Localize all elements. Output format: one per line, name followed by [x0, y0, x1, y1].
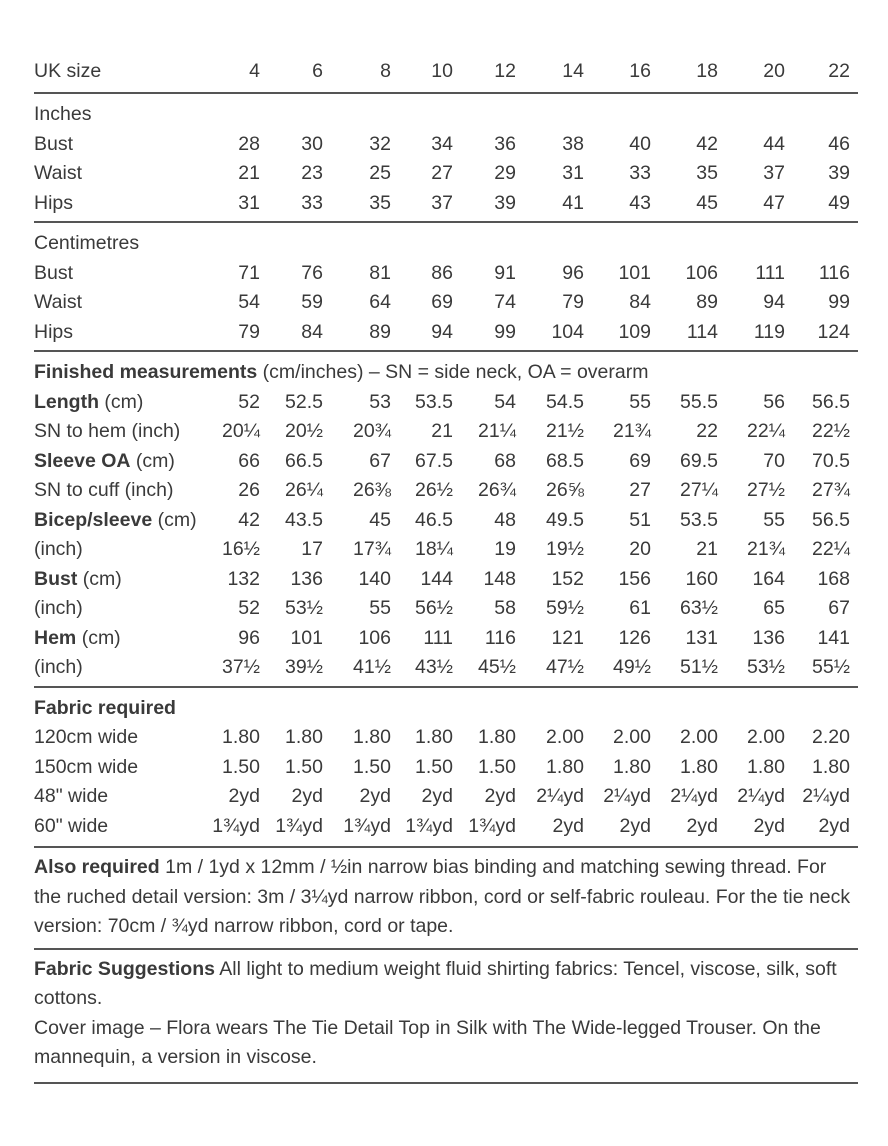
table-cell: 21¾ [613, 420, 651, 442]
table-cell: 27 [629, 479, 651, 501]
row-label-rest: (cm) [130, 449, 175, 472]
table-cell: 1¾yd [405, 814, 453, 837]
row-label: Bust [34, 261, 74, 284]
finished-title-rest: (cm/inches) – SN = side neck, OA = overarm [257, 361, 649, 383]
table-cell: 43 [629, 191, 651, 214]
row-label [34, 506, 197, 536]
table-cell: 2yd [552, 814, 584, 837]
finished-rows [34, 388, 858, 683]
table-cell: 18¼ [415, 538, 453, 560]
table-cell: 96 [562, 261, 584, 284]
table-cell: 1.50 [285, 755, 323, 778]
table-cell: 69 [431, 291, 453, 313]
table-cell: 21 [696, 538, 718, 560]
table-cell: 69.5 [680, 449, 718, 472]
size-header-cell: 8 [380, 60, 391, 82]
table-cell: 19½ [546, 538, 584, 560]
table-cell: 19 [494, 538, 516, 560]
table-cell: 96 [238, 626, 260, 649]
table-row [34, 288, 858, 318]
table-cell: 1.80 [546, 755, 584, 778]
table-cell: 33 [629, 162, 651, 184]
row-label-rest: (inch) [34, 538, 83, 560]
table-cell: 1¾yd [275, 814, 323, 837]
table-cell: 22¼ [812, 538, 850, 560]
table-cell: 124 [817, 320, 850, 343]
size-header-cell: 18 [696, 60, 718, 82]
size-header-cell: 4 [249, 60, 260, 82]
table-cell: 1.80 [613, 755, 651, 778]
row-label: Bust [34, 132, 74, 155]
table-cell: 56½ [415, 597, 453, 619]
table-cell: 31 [238, 191, 260, 214]
table-cell: 41½ [353, 656, 391, 678]
size-header-cell: 6 [312, 60, 323, 82]
table-cell: 55 [369, 597, 391, 619]
table-cell: 2¼yd [737, 785, 785, 807]
table-cell: 27¾ [812, 479, 850, 501]
table-cell: 43.5 [285, 508, 323, 531]
table-cell: 104 [551, 320, 584, 343]
table-cell: 116 [818, 261, 850, 284]
table-cell: 55.5 [680, 390, 718, 413]
table-cell: 34 [431, 132, 453, 155]
table-cell: 94 [763, 291, 785, 313]
table-cell: 17 [301, 538, 323, 560]
table-cell: 52.5 [285, 390, 323, 413]
table-cell: 1.80 [680, 755, 718, 778]
table-cell: 116 [484, 626, 516, 649]
table-cell: 1.80 [415, 726, 453, 748]
table-cell: 65 [763, 597, 785, 619]
table-cell: 21½ [546, 420, 584, 442]
table-cell: 26⅝ [546, 479, 584, 501]
table-cell: 71 [238, 261, 260, 284]
table-cell: 2¼yd [536, 785, 584, 807]
size-chart [34, 50, 858, 1084]
fabric-rows [34, 723, 858, 841]
table-cell: 2yd [421, 785, 453, 807]
table-cell: 1¾yd [212, 814, 260, 837]
table-cell: 37 [431, 191, 453, 214]
table-cell: 2¼yd [802, 785, 850, 807]
table-cell: 53.5 [680, 508, 718, 531]
table-cell: 114 [686, 320, 718, 343]
table-cell: 2¼yd [670, 785, 718, 807]
table-cell: 26⅜ [353, 479, 391, 501]
table-cell: 2.00 [546, 726, 584, 748]
also-required-paragraph [34, 853, 858, 942]
table-cell: 53 [369, 390, 391, 413]
table-cell: 2yd [484, 785, 516, 807]
row-label-rest: (cm) [76, 626, 121, 649]
row-label [34, 447, 175, 477]
table-cell: 20 [629, 538, 651, 560]
size-header-cell: 10 [431, 60, 453, 82]
table-cell: 79 [238, 320, 260, 343]
table-cell: 20½ [285, 420, 323, 442]
table-cell: 27 [431, 162, 453, 184]
table-cell: 45 [696, 191, 718, 214]
table-cell: 79 [562, 291, 584, 313]
table-cell: 37½ [222, 656, 260, 678]
table-cell: 1.50 [353, 755, 391, 778]
row-label-rest: SN to cuff (inch) [34, 479, 174, 501]
table-cell: 119 [753, 320, 785, 343]
table-cell: 68 [494, 449, 516, 472]
table-cell: 21 [431, 420, 453, 442]
row-label-bold: Hem [34, 626, 77, 649]
row-label [34, 624, 121, 654]
table-row [34, 130, 858, 160]
table-cell: 22¼ [747, 420, 785, 442]
fabric-suggestions-text: All light to medium weight fluid shirting fabrics: Tencel, viscose, silk, soft cottons. [34, 957, 837, 1009]
table-cell: 47 [763, 191, 785, 214]
table-cell: 2yd [818, 814, 850, 837]
table-cell: 66.5 [285, 449, 323, 472]
table-cell: 46.5 [415, 508, 453, 531]
table-cell: 109 [618, 320, 651, 343]
table-cell: 55 [629, 390, 651, 413]
table-cell: 35 [696, 162, 718, 184]
table-cell: 99 [828, 291, 850, 313]
row-label-bold: Length [34, 390, 99, 413]
table-cell: 51½ [680, 656, 718, 678]
table-row [34, 812, 858, 842]
table-cell: 2.00 [680, 726, 718, 748]
section-title-finished [34, 358, 858, 388]
table-row [34, 624, 858, 654]
row-label [34, 535, 83, 565]
size-header-cell: 20 [763, 60, 785, 82]
row-label-bold: Bicep/sleeve [34, 508, 153, 531]
table-cell: 42 [696, 132, 718, 155]
table-cell: 31 [562, 162, 584, 184]
table-cell: 49.5 [546, 508, 584, 531]
table-cell: 26 [238, 479, 260, 501]
table-cell: 32 [369, 132, 391, 155]
size-header-label: UK size [34, 60, 102, 82]
table-cell: 39 [494, 191, 516, 214]
table-cell: 47½ [546, 656, 584, 678]
table-cell: 66 [238, 449, 260, 472]
table-cell: 148 [483, 567, 516, 590]
row-label: 150cm wide [34, 755, 139, 778]
table-cell: 2.20 [812, 726, 850, 748]
table-cell: 106 [685, 261, 718, 284]
table-cell: 20¼ [222, 420, 260, 442]
table-cell: 54 [494, 390, 516, 413]
table-cell: 1¾yd [468, 814, 516, 837]
table-cell: 1.50 [415, 755, 453, 778]
row-label [34, 388, 143, 418]
row-label-rest: (cm) [152, 508, 197, 531]
table-cell: 2yd [359, 785, 391, 807]
table-cell: 1.80 [222, 726, 260, 748]
table-cell: 67.5 [415, 449, 453, 472]
table-cell: 27¼ [680, 479, 718, 501]
table-cell: 21¾ [747, 538, 785, 560]
table-cell: 168 [817, 567, 850, 590]
table-cell: 1.80 [285, 726, 323, 748]
table-cell: 2yd [291, 785, 323, 807]
table-row [34, 753, 858, 783]
table-cell: 26¼ [285, 479, 323, 501]
divider [34, 1082, 858, 1084]
table-cell: 56.5 [812, 508, 850, 531]
table-cell: 36 [494, 132, 516, 155]
table-cell: 52 [238, 390, 260, 413]
row-label-rest: (cm) [77, 567, 122, 590]
table-row [34, 782, 858, 812]
row-label [34, 594, 83, 624]
table-cell: 111 [755, 261, 785, 284]
table-cell: 23 [301, 162, 323, 184]
table-cell: 1¾yd [343, 814, 391, 837]
table-row [34, 476, 858, 506]
table-cell: 121 [551, 626, 584, 649]
row-label [34, 565, 122, 595]
table-cell: 106 [358, 626, 391, 649]
size-header-cell: 22 [828, 60, 850, 82]
table-cell: 20¾ [353, 420, 391, 442]
table-cell: 49½ [613, 656, 651, 678]
table-cell: 126 [618, 626, 651, 649]
table-cell: 35 [369, 191, 391, 214]
also-required-text: 1m / 1yd x 12mm / ½in narrow bias binding and matching sewing thread. For the ruched detail version: 3m / 3¼yd narrow ribbon, cord or self-fabric rouleau. For the tie neck version: 70cm / ¾yd narrow ribbon, cord or tape. [34, 856, 851, 937]
table-cell: 2yd [619, 814, 651, 837]
table-cell: 2¼yd [603, 785, 651, 807]
row-label-bold: Bust [34, 567, 78, 590]
table-cell: 26½ [415, 479, 453, 501]
table-cell: 37 [763, 162, 785, 184]
table-row [34, 388, 858, 418]
table-row [34, 535, 858, 565]
table-cell: 21¼ [478, 420, 516, 442]
table-cell: 58 [494, 597, 516, 619]
table-cell: 29 [494, 162, 516, 184]
row-label-rest: (inch) [34, 597, 83, 619]
table-cell: 17¾ [353, 538, 391, 560]
table-cell: 1.80 [478, 726, 516, 748]
table-cell: 91 [494, 261, 516, 284]
table-cell: 55 [763, 508, 785, 531]
row-label-rest: (cm) [98, 390, 144, 413]
table-cell: 141 [817, 626, 850, 649]
table-cell: 22½ [812, 420, 850, 442]
table-cell: 61 [629, 597, 651, 619]
table-cell: 101 [290, 626, 323, 649]
table-row [34, 565, 858, 595]
table-cell: 28 [238, 132, 260, 155]
table-cell: 43½ [415, 656, 453, 678]
table-row [34, 723, 858, 753]
section-title-inches: Inches [34, 103, 92, 125]
table-cell: 84 [301, 320, 323, 343]
row-label: Waist [34, 291, 83, 313]
table-cell: 38 [562, 132, 584, 155]
table-cell: 152 [551, 567, 584, 590]
table-cell: 26¾ [478, 479, 516, 501]
table-cell: 53.5 [415, 390, 453, 413]
table-cell: 54.5 [546, 390, 584, 413]
table-cell: 131 [685, 626, 718, 649]
table-cell: 49 [828, 191, 850, 214]
table-cell: 99 [494, 320, 516, 343]
table-cell: 1.80 [353, 726, 391, 748]
table-cell: 2yd [753, 814, 785, 837]
size-header-cell: 14 [562, 60, 584, 82]
row-label: Hips [34, 320, 74, 343]
table-cell: 94 [431, 320, 453, 343]
table-cell: 64 [369, 291, 391, 313]
table-cell: 51 [629, 508, 651, 531]
table-cell: 86 [431, 261, 453, 284]
table-cell: 27½ [747, 479, 785, 501]
size-header-cell: 12 [494, 60, 516, 82]
table-row [34, 506, 858, 536]
finished-title-bold: Finished measurements [34, 361, 258, 383]
table-cell: 67 [369, 449, 391, 472]
section-title-fabric: Fabric required [34, 696, 176, 719]
row-label-rest: (inch) [34, 656, 83, 678]
table-cell: 39½ [285, 656, 323, 678]
row-label: Waist [34, 162, 83, 184]
section-title-centimetres: Centimetres [34, 232, 140, 254]
table-cell: 74 [494, 291, 516, 313]
table-cell: 84 [629, 291, 651, 313]
table-cell: 33 [301, 191, 323, 214]
size-header-row [34, 50, 858, 92]
table-cell: 25 [369, 162, 391, 184]
table-row [34, 318, 858, 348]
table-cell: 30 [301, 132, 323, 155]
table-cell: 156 [618, 567, 651, 590]
row-label [34, 476, 173, 506]
table-cell: 48 [494, 508, 516, 531]
table-cell: 2.00 [747, 726, 785, 748]
table-cell: 22 [696, 420, 718, 442]
table-row [34, 594, 858, 624]
table-cell: 76 [301, 261, 323, 284]
row-label-rest: SN to hem (inch) [34, 420, 181, 442]
table-cell: 2yd [686, 814, 718, 837]
table-row [34, 259, 858, 289]
table-cell: 69 [629, 449, 651, 472]
row-label [34, 417, 180, 447]
table-cell: 56 [763, 390, 785, 413]
table-cell: 68.5 [546, 449, 584, 472]
size-header-cell: 16 [629, 60, 651, 82]
table-cell: 45½ [478, 656, 516, 678]
row-label: 60" wide [34, 814, 109, 837]
table-cell: 136 [752, 626, 785, 649]
row-label-bold: Sleeve OA [34, 449, 131, 472]
row-label [34, 653, 83, 683]
table-cell: 55½ [812, 656, 850, 678]
table-cell: 39 [828, 162, 850, 184]
table-cell: 59½ [546, 597, 584, 619]
table-cell: 63½ [680, 597, 718, 619]
table-cell: 1.50 [478, 755, 516, 778]
table-row [34, 417, 858, 447]
table-cell: 144 [420, 567, 453, 590]
table-cell: 136 [290, 567, 323, 590]
table-cell: 21 [238, 162, 260, 184]
table-cell: 53½ [285, 597, 323, 619]
table-row [34, 189, 858, 219]
also-required-label: Also required [34, 856, 160, 878]
table-cell: 41 [562, 191, 584, 214]
table-cell: 59 [301, 291, 323, 313]
table-cell: 46 [828, 132, 850, 155]
table-cell: 1.50 [222, 755, 260, 778]
table-cell: 54 [238, 291, 260, 313]
table-cell: 40 [629, 132, 651, 155]
row-label: 120cm wide [34, 726, 139, 748]
table-cell: 52 [238, 597, 260, 619]
table-cell: 111 [423, 626, 453, 649]
table-row [34, 447, 858, 477]
inches-rows [34, 130, 858, 219]
table-cell: 89 [696, 291, 718, 313]
table-cell: 81 [369, 261, 391, 284]
cover-image-note: Cover image – Flora wears The Tie Detail Top in Silk with The Wide-legged Trouser. On the mannequin, a version in viscose. [34, 1016, 821, 1068]
table-row [34, 159, 858, 189]
table-cell: 44 [763, 132, 785, 155]
table-cell: 89 [369, 320, 391, 343]
table-cell: 53½ [747, 656, 785, 678]
table-cell: 101 [618, 261, 651, 284]
table-row [34, 653, 858, 683]
table-cell: 42 [238, 508, 260, 531]
table-cell: 67 [828, 597, 850, 619]
table-cell: 1.80 [812, 755, 850, 778]
table-cell: 1.80 [747, 755, 785, 778]
table-cell: 2.00 [613, 726, 651, 748]
table-cell: 70.5 [812, 449, 850, 472]
table-cell: 56.5 [812, 390, 850, 413]
table-cell: 132 [227, 567, 260, 590]
table-cell: 164 [752, 567, 785, 590]
row-label: Hips [34, 191, 74, 214]
table-cell: 2yd [228, 785, 260, 807]
table-cell: 160 [685, 567, 718, 590]
fabric-suggestions-label: Fabric Suggestions [34, 957, 215, 980]
fabric-suggestions-paragraph [34, 955, 858, 1014]
centimetres-rows [34, 259, 858, 348]
table-cell: 140 [358, 567, 391, 590]
table-cell: 45 [369, 508, 391, 531]
table-cell: 16½ [222, 538, 260, 560]
table-cell: 70 [763, 449, 785, 472]
row-label: 48" wide [34, 785, 109, 807]
